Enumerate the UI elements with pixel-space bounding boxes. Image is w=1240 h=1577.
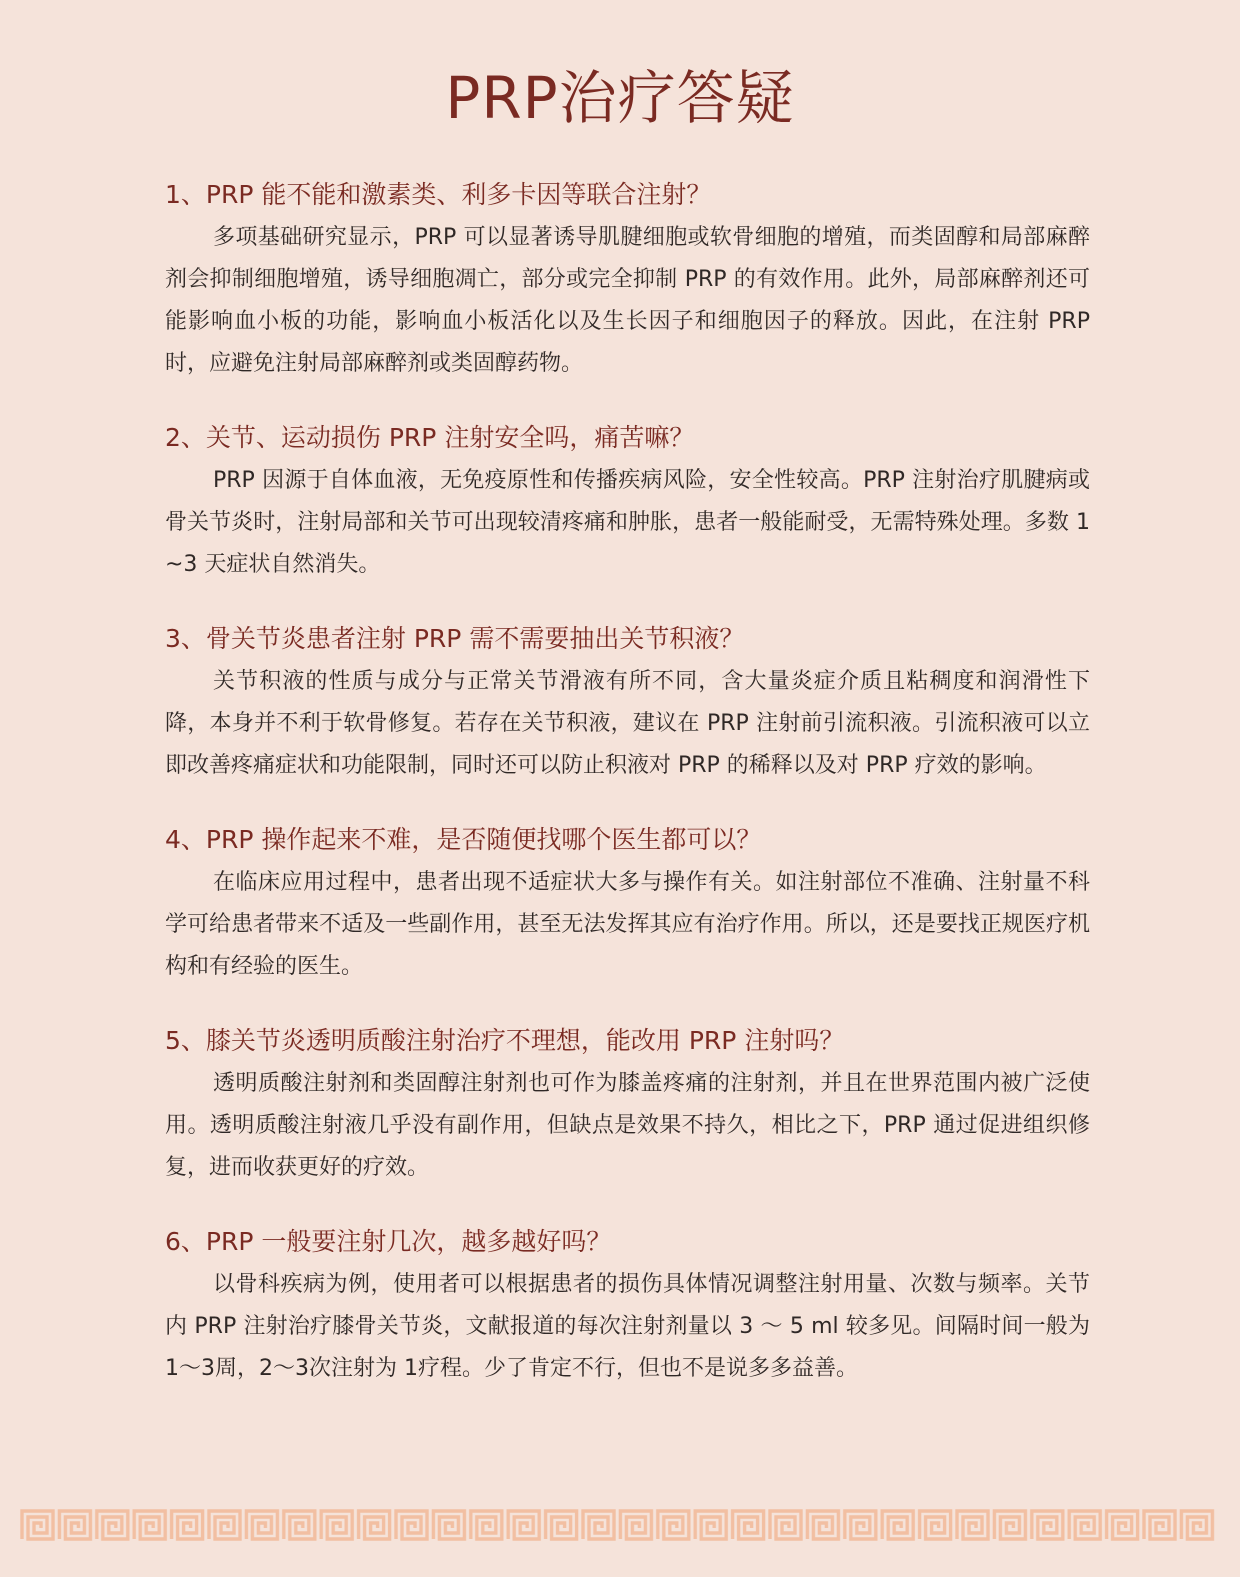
- answer-6: 以骨科疾病为例，使用者可以根据患者的损伤具体情况调整注射用量、次数与频率。关节内 PRP 注射治疗膝骨关节炎，文献报道的每次注射剂量以 3 ～ 5 ml 较多见。间隔时间一般为 1～3周，2～3次注射为 1疗程。少了肯定不行，但也不是说多多益善。: [165, 1272, 1090, 1381]
- qa-item-3: [165, 617, 1090, 787]
- question-2: 2、关节、运动损伤 PRP 注射安全吗，痛苦嘛？: [165, 423, 695, 452]
- question-3: 3、骨关节炎患者注射 PRP 需不需要抽出关节积液？: [165, 624, 745, 653]
- qa-item-5: [165, 1019, 1090, 1189]
- question-4: 4、PRP 操作起来不难，是否随便找哪个医生都可以？: [165, 825, 762, 854]
- question-6: 6、PRP 一般要注射几次，越多越好吗？: [165, 1227, 612, 1256]
- qa-item-2: [165, 416, 1090, 586]
- page-title: PRP治疗答疑: [445, 64, 795, 132]
- question-1: 1、PRP 能不能和激素类、利多卡因等联合注射？: [165, 180, 712, 209]
- qa-item-1: [165, 173, 1090, 385]
- answer-5: 透明质酸注射剂和类固醇注射剂也可作为膝盖疼痛的注射剂，并且在世界范围内被广泛使用。透明质酸注射液几乎没有副作用，但缺点是效果不持久，相比之下，PRP 通过促进组织修复，进而收获更好的疗效。: [165, 1071, 1090, 1180]
- answer-4: 在临床应用过程中，患者出现不适症状大多与操作有关。如注射部位不准确、注射量不科学可给患者带来不适及一些副作用，甚至无法发挥其应有治疗作用。所以，还是要找正规医疗机构和有经验的医生。: [165, 870, 1090, 979]
- qa-item-6: [165, 1220, 1090, 1390]
- decorative-fret-border: [20, 1508, 1216, 1542]
- answer-3: 关节积液的性质与成分与正常关节滑液有所不同，含大量炎症介质且粘稠度和润滑性下降，本身并不利于软骨修复。若存在关节积液，建议在 PRP 注射前引流积液。引流积液可以立即改善疼痛症状和功能限制，同时还可以防止积液对 PRP 的稀释以及对 PRP 疗效的影响。: [165, 669, 1090, 778]
- answer-2: PRP 因源于自体血液，无免疫原性和传播疾病风险，安全性较高。PRP 注射治疗肌腱病或骨关节炎时，注射局部和关节可出现较清疼痛和肿胀，患者一般能耐受，无需特殊处理。多数 1~3 天症状自然消失。: [165, 468, 1090, 577]
- qa-item-4: [165, 818, 1090, 988]
- qa-list: [165, 173, 1090, 1421]
- answer-1: 多项基础研究显示，PRP 可以显著诱导肌腱细胞或软骨细胞的增殖，而类固醇和局部麻醉剂会抑制细胞增殖，诱导细胞凋亡，部分或完全抑制 PRP 的有效作用。此外，局部麻醉剂还可能影响血小板的功能，影响血小板活化以及生长因子和细胞因子的释放。因此，在注射 PRP 时，应避免注射局部麻醉剂或类固醇药物。: [165, 225, 1090, 376]
- question-5: 5、膝关节炎透明质酸注射治疗不理想，能改用 PRP 注射吗？: [165, 1026, 845, 1055]
